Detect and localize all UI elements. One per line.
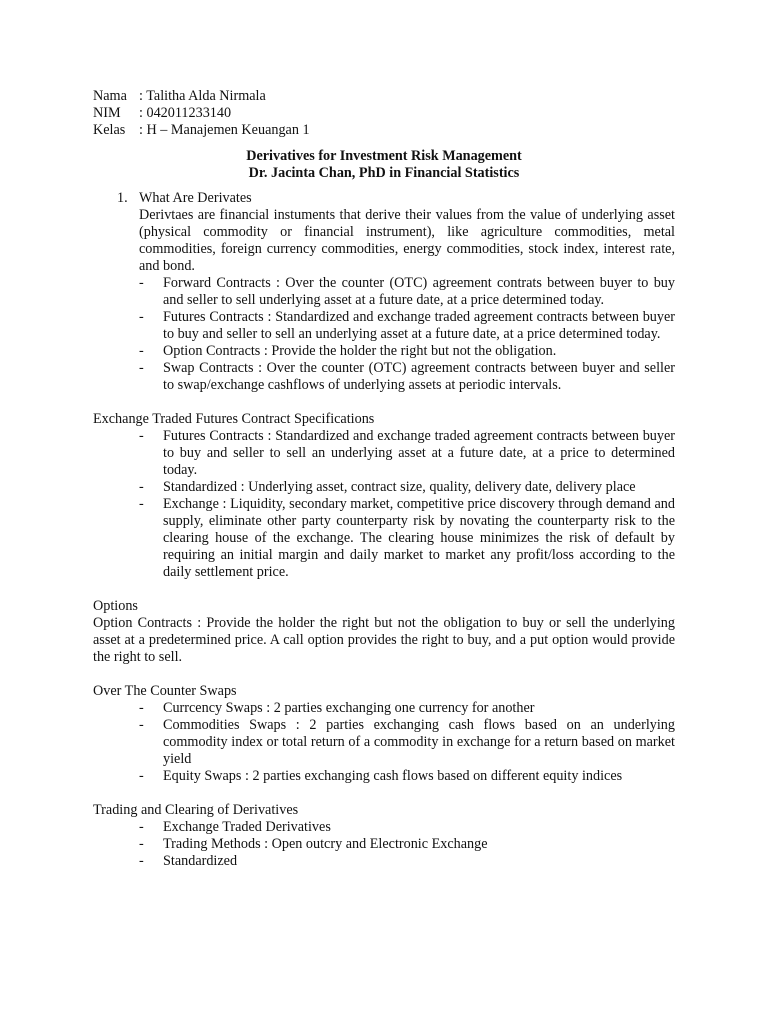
info-value: : 042011233140 (139, 105, 232, 121)
bullet-dash: - (139, 717, 144, 733)
bullet-dash: - (139, 309, 144, 325)
list-item (139, 343, 675, 360)
section-number: 1. (117, 190, 128, 206)
list-item-text: Forward Contracts : Over the counter (OTC) agreement contrats between buyer to buy and seller to sell underlying asset at a future date, at a price determined today. (163, 275, 675, 308)
bullet-dash: - (139, 700, 144, 716)
list-item (139, 309, 675, 343)
bullet-dash: - (139, 836, 144, 852)
section-heading-text: Options (93, 598, 138, 614)
list-item (139, 275, 675, 309)
list-item-text: Swap Contracts : Over the counter (OTC) agreement contracts between buyer and seller to swap/exchange cashflows of underlying assets at periodic intervals. (163, 360, 675, 393)
list-item-text: Currcency Swaps : 2 parties exchanging one currency for another (163, 700, 535, 716)
section-trading-clearing (93, 802, 675, 870)
info-label: Nama (93, 88, 127, 104)
title-line-1: Derivatives for Investment Risk Management (246, 148, 522, 164)
document-body (93, 88, 675, 870)
bullet-dash: - (139, 360, 144, 376)
bullet-dash: - (139, 343, 144, 359)
section-paragraph: Option Contracts : Provide the holder the right but not the obligation to buy or sell the underlying asset at a predetermined price. A call option provides the right to buy, and a put option would provide the right to sell. (93, 615, 675, 665)
document-title (93, 148, 675, 182)
section-heading-text: Trading and Clearing of Derivatives (93, 802, 299, 818)
list-item-text: Standardized : Underlying asset, contract size, quality, delivery date, delivery place (163, 479, 636, 495)
info-label: Kelas (93, 122, 126, 138)
list-item-text: Trading Methods : Open outcry and Electronic Exchange (163, 836, 488, 852)
bullet-dash: - (139, 496, 144, 512)
list-item-text: Futures Contracts : Standardized and exchange traded agreement contracts between buyer to buy and seller to sell an underlying asset at a future date, at a price to determined today. (163, 428, 675, 478)
bullet-dash: - (139, 819, 144, 835)
section-paragraph: Derivtaes are financial instuments that derive their values from the value of underlying asset (physical commodity or financial instrument), like agriculture commodities, metal commodities, foreign currency commodities, energy commodities, stock index, interest rate, and bond. (139, 207, 675, 274)
info-value: : Talitha Alda Nirmala (139, 88, 266, 104)
bullet-dash: - (139, 275, 144, 291)
section-otc-swaps (93, 683, 675, 785)
list-item-text: Equity Swaps : 2 parties exchanging cash flows based on different equity indices (163, 768, 623, 784)
section-futures-specifications (93, 411, 675, 581)
list-item (139, 479, 675, 496)
list-item-text: Standardized (163, 853, 238, 869)
list-item (139, 496, 675, 581)
list-item (139, 853, 675, 870)
list-item (139, 717, 675, 768)
bullet-dash: - (139, 853, 144, 869)
info-row-nama (93, 88, 675, 105)
bullet-dash: - (139, 428, 144, 444)
list-item-text: Commodities Swaps : 2 parties exchanging cash flows based on an underlying commodity index or total return of a commodity in exchange for a return based on market yield (163, 717, 675, 767)
student-info (93, 88, 675, 139)
info-row-nim (93, 105, 675, 122)
list-item-text: Exchange Traded Derivatives (163, 819, 331, 835)
list-item (139, 768, 675, 785)
section-heading-text: Exchange Traded Futures Contract Specifications (93, 411, 375, 427)
section-options (93, 598, 675, 666)
title-line-2: Dr. Jacinta Chan, PhD in Financial Statistics (248, 165, 520, 181)
section-heading (117, 190, 675, 207)
list-item (139, 428, 675, 479)
info-label: NIM (93, 105, 121, 121)
bullet-dash: - (139, 768, 144, 784)
section-heading-text: What Are Derivates (139, 190, 252, 206)
info-row-kelas (93, 122, 675, 139)
list-item-text: Option Contracts : Provide the holder the right but not the obligation. (163, 343, 557, 359)
section-heading-text: Over The Counter Swaps (93, 683, 237, 699)
list-item-text: Exchange : Liquidity, secondary market, competitive price discovery through demand and supply, eliminate other party counterparty risk by novating the counterparty risk to the clearing house of the exchange. The clearing house minimizes the risk of default by requiring an initial margin and daily market to market any profit/loss according to the daily settlement price. (163, 496, 675, 580)
list-item-text: Futures Contracts : Standardized and exchange traded agreement contracts between buyer to buy and seller to sell an underlying asset at a future date, at a price determined today. (163, 309, 675, 342)
section-what-are-derivates (93, 190, 675, 394)
info-value: : H – Manajemen Keuangan 1 (139, 122, 310, 138)
bullet-dash: - (139, 479, 144, 495)
list-item (139, 700, 675, 717)
list-item (139, 836, 675, 853)
list-item (139, 819, 675, 836)
list-item (139, 360, 675, 394)
